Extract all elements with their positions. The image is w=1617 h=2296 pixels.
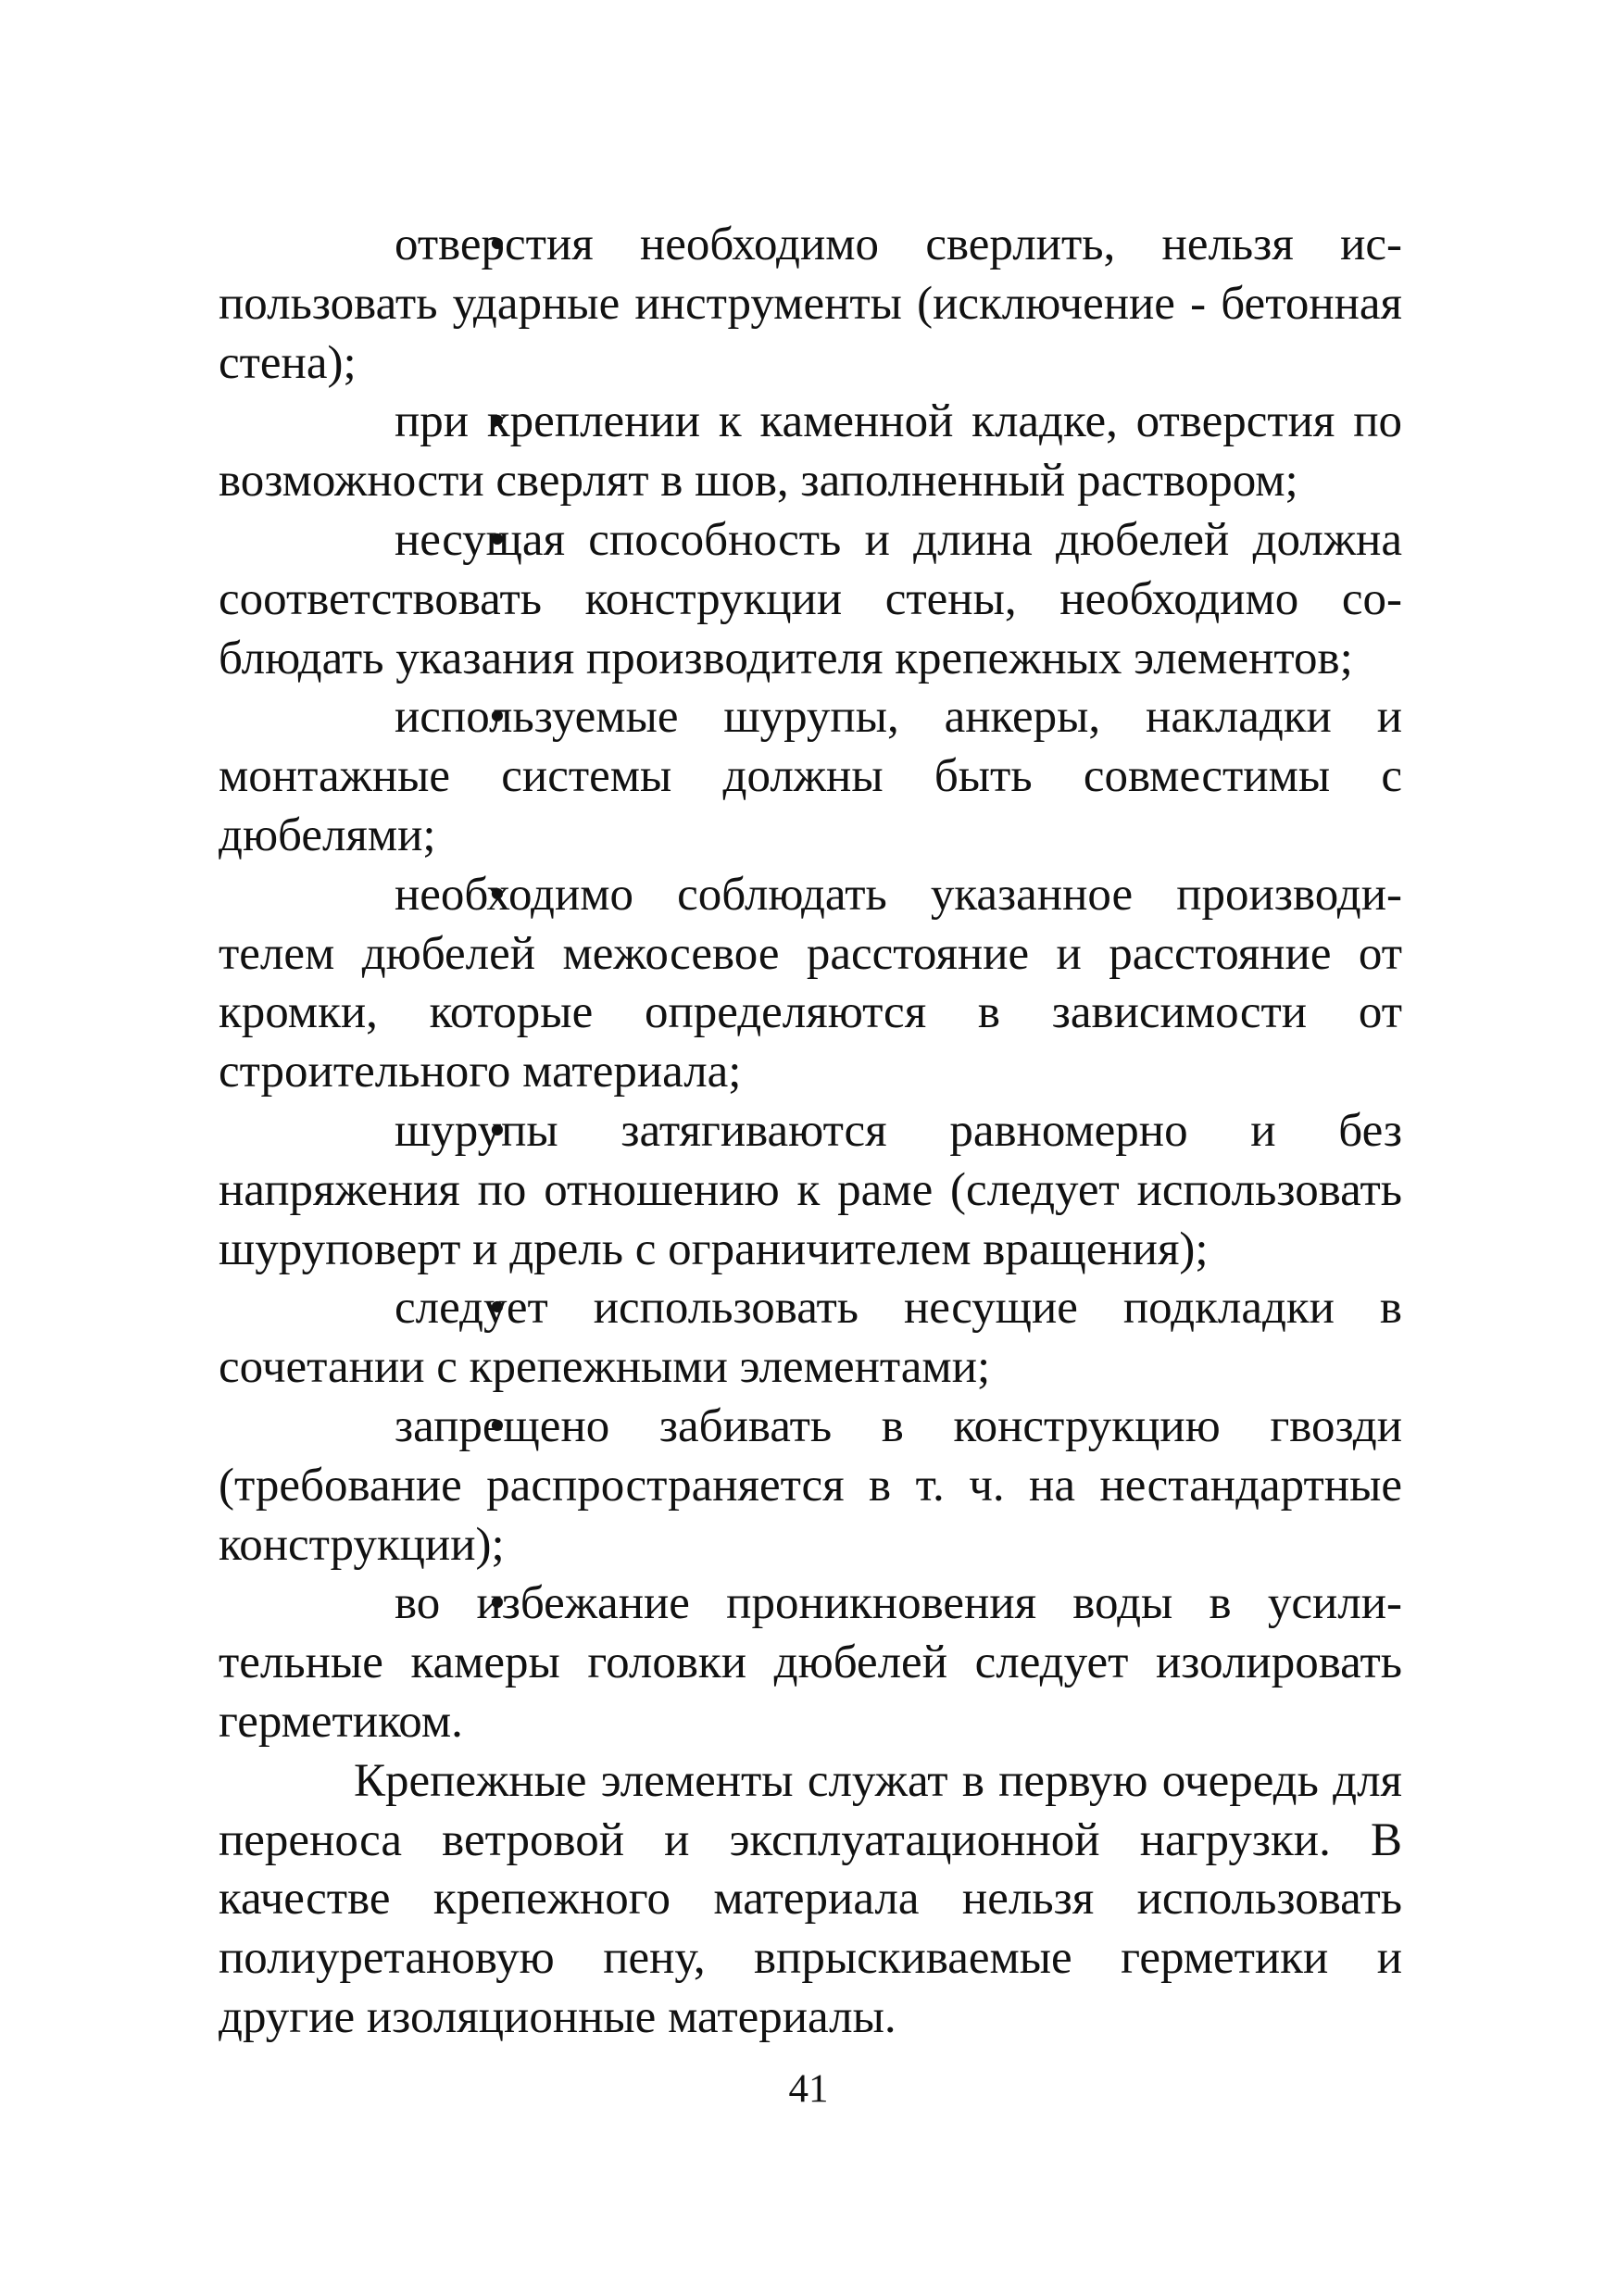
bullet-item: • во избежание проникновения воды в усилительные камеры головки дюбелей следует изолировать герметиком. (219, 1575, 1402, 1751)
page-text (219, 216, 1402, 2048)
bullet-item: • при креплении к каменной кладке, отверстия по возможности сверлят в шов, заполненный раствором; (219, 393, 1402, 511)
body-paragraph: Крепежные элементы служат в первую очередь для переноса ветровой и эксплуатационной нагрузки. В качестве крепежного материала нельзя использовать полиуретановую пену, впрыскиваемые герметики и другие изоляционные материалы. (219, 1754, 1402, 2043)
page-number: 41 (788, 2067, 829, 2111)
bullet-item: • запрещено забивать в конструкцию гвозди (требование распространяется в т. ч. на нестандартные конструкции); (219, 1398, 1402, 1575)
bullet-item: • отверстия необходимо сверлить, нельзя использовать ударные инструменты (исключение - бетонная стена); (219, 216, 1402, 393)
bullet-item: • несущая способность и длина дюбелей должна соответствовать конструкции стены, необходимо соблюдать указания производителя крепежных элементов; (219, 511, 1402, 688)
bullet-item: • используемые шурупы, анкеры, накладки и монтажные системы должны быть совместимы с дюбелями; (219, 688, 1402, 865)
bullet-item: • необходимо соблюдать указанное производителем дюбелей межосевое расстояние и расстояние от кромки, которые определяются в зависимости от строительного материала; (219, 866, 1402, 1102)
bullet-item: • шурупы затягиваются равномерно и без напряжения по отношению к раме (следует использовать шуруповерт и дрель с ограничителем вращения); (219, 1102, 1402, 1279)
bullet-item: • следует использовать несущие подкладки в сочетании с крепежными элементами; (219, 1279, 1402, 1398)
